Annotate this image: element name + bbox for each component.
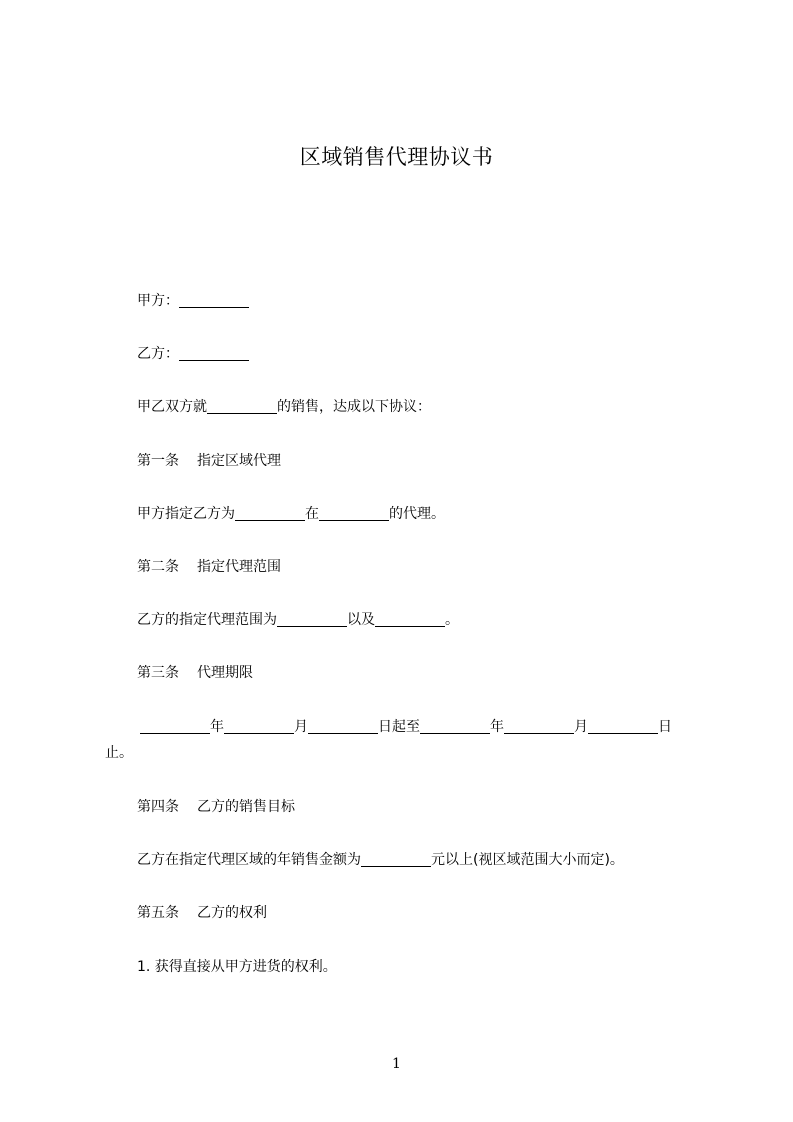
article-title: 乙方的权利 (197, 905, 267, 921)
article-5-item-1 (137, 957, 337, 977)
blank-field (140, 718, 210, 734)
article-3-body-continued (105, 743, 133, 763)
article-2-heading (137, 557, 281, 577)
article-4-heading (137, 797, 295, 817)
blank-field (588, 718, 658, 734)
body-text: 年 (210, 719, 224, 735)
article-2-body (137, 610, 459, 630)
body-text: 的代理。 (389, 506, 445, 522)
intro-text-post: 的销售，达成以下协议： (277, 399, 431, 415)
body-text: 元以上(视区域范围大小而定)。 (431, 852, 624, 868)
body-text: 。 (445, 612, 459, 628)
blank-field (420, 718, 490, 734)
document-title: 区域销售代理协议书 (299, 145, 494, 169)
article-number: 第四条 (137, 799, 179, 815)
article-5-heading (137, 903, 267, 923)
blank-field (179, 292, 249, 308)
party-b-label: 乙方： (137, 346, 179, 362)
blank-field (375, 611, 445, 627)
blank-field (235, 505, 305, 521)
blank-field (207, 398, 277, 414)
article-number: 第二条 (137, 559, 179, 575)
blank-field (308, 718, 378, 734)
article-1-body (137, 504, 445, 524)
body-text: 乙方在指定代理区域的年销售金额为 (137, 852, 361, 868)
article-4-body (137, 850, 624, 870)
blank-field (319, 505, 389, 521)
body-text: 日 (658, 719, 672, 735)
body-text: 月 (574, 719, 588, 735)
article-3-body (140, 717, 672, 737)
article-number: 第一条 (137, 453, 179, 469)
article-1-heading (137, 451, 281, 471)
intro-paragraph (137, 397, 431, 417)
blank-field (361, 851, 431, 867)
body-text: 月 (294, 719, 308, 735)
body-text: 止。 (105, 745, 133, 761)
body-text: 甲方指定乙方为 (137, 506, 235, 522)
article-title: 指定代理范围 (197, 559, 281, 575)
blank-field (277, 611, 347, 627)
article-number: 第三条 (137, 665, 179, 681)
body-text: 以及 (347, 612, 375, 628)
article-3-heading (137, 663, 253, 683)
body-text: 在 (305, 506, 319, 522)
body-text: 年 (490, 719, 504, 735)
blank-field (224, 718, 294, 734)
party-a-line (137, 291, 249, 311)
blank-field (179, 345, 249, 361)
party-a-label: 甲方： (137, 293, 179, 309)
article-title: 代理期限 (197, 665, 253, 681)
body-text: 日起至 (378, 719, 420, 735)
body-text: 乙方的指定代理范围为 (137, 612, 277, 628)
intro-text-pre: 甲乙双方就 (137, 399, 207, 415)
blank-field (504, 718, 574, 734)
article-number: 第五条 (137, 905, 179, 921)
article-title: 乙方的销售目标 (197, 799, 295, 815)
article-title: 指定区域代理 (197, 453, 281, 469)
list-item: 1. 获得直接从甲方进货的权利。 (137, 959, 337, 975)
page-number: 1 (392, 1056, 401, 1072)
party-b-line (137, 344, 249, 364)
